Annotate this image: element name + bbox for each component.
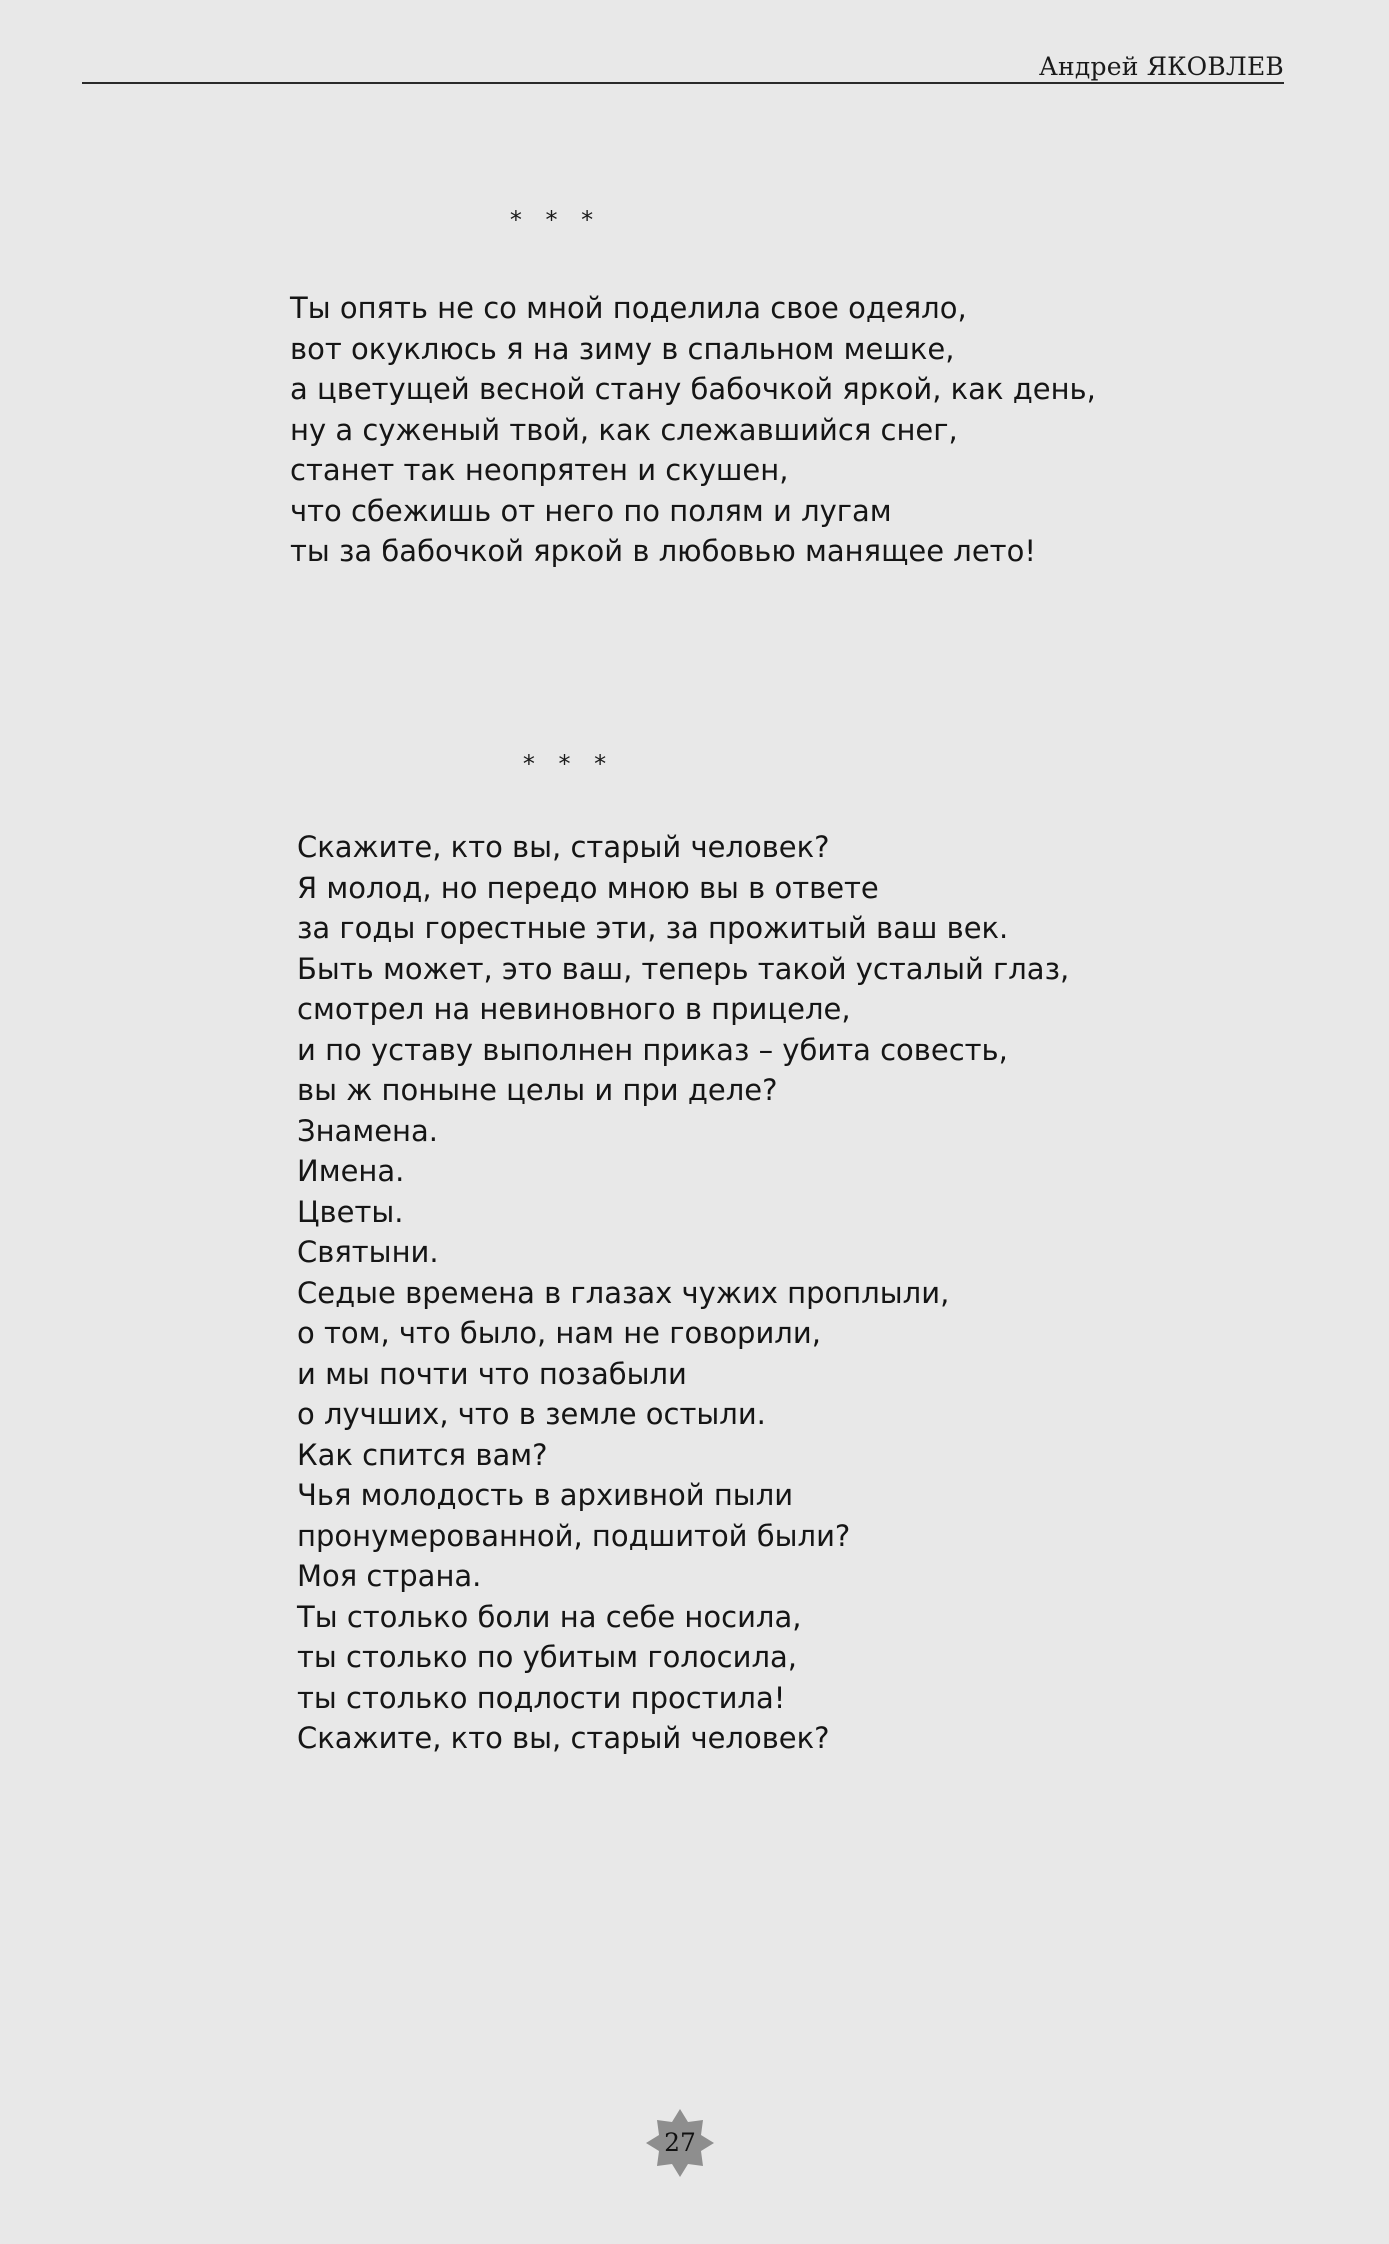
poem-line: ну а суженый твой, как слежавшийся снег, xyxy=(290,412,958,447)
poem-line: Моя страна. xyxy=(297,1559,482,1593)
poem-line: Скажите, кто вы, старый человек? xyxy=(297,1721,830,1755)
poem-line: о лучших, что в земле остыли. xyxy=(297,1397,766,1431)
poem-line: и мы почти что позабыли xyxy=(297,1356,687,1391)
poem-line: пронумерованной, подшитой были? xyxy=(297,1518,851,1553)
poem-second xyxy=(297,827,1069,1759)
poem-first xyxy=(290,288,1096,572)
poem-line: вот окуклюсь я на зиму в спальном мешке, xyxy=(290,331,955,366)
poem-line: вы ж поныне целы и при деле? xyxy=(297,1073,778,1107)
poem-line: за годы горестные эти, за прожитый ваш век. xyxy=(297,911,1009,945)
poem-line: Седые времена в глазах чужих проплыли, xyxy=(297,1275,950,1310)
header-rule xyxy=(82,82,1284,84)
poem-line: Цветы. xyxy=(297,1194,404,1229)
poem-line: о том, что было, нам не говорили, xyxy=(297,1316,821,1350)
poem-line: Святыни. xyxy=(297,1235,439,1269)
poem-line: Скажите, кто вы, старый человек? xyxy=(297,830,830,864)
running-header-author: Андрей ЯКОВЛЕВ xyxy=(1038,52,1284,81)
poem-line: смотрел на невиновного в прицеле, xyxy=(297,992,851,1026)
poem-line: Ты опять не со мной поделила свое одеяло, xyxy=(290,291,967,325)
poem-line: Я молод, но передо мною вы в ответе xyxy=(297,870,879,905)
poem-line: Знамена. xyxy=(297,1113,438,1148)
page-number-badge xyxy=(645,2108,715,2178)
poem-line: что сбежишь от него по полям и лугам xyxy=(290,493,892,528)
poem-line: и по уставу выполнен приказ – убита совесть, xyxy=(297,1032,1008,1067)
poem-line: станет так неопрятен и скушен, xyxy=(290,453,789,487)
poem-line: ты столько подлости простила! xyxy=(297,1680,786,1715)
poem-line: а цветущей весной стану бабочкой яркой, как день, xyxy=(290,372,1096,406)
section-separator: * * * xyxy=(522,750,615,778)
poem-line: Чья молодость в архивной пыли xyxy=(297,1478,794,1512)
poem-line: ты столько по убитым голосила, xyxy=(297,1640,797,1674)
poem-line: ты за бабочкой яркой в любовью манящее лето! xyxy=(290,534,1036,568)
poem-line: Как спится вам? xyxy=(297,1437,548,1472)
page-number: 27 xyxy=(664,2128,696,2157)
poem-line: Быть может, это ваш, теперь такой усталый глаз, xyxy=(297,951,1070,986)
section-separator: * * * xyxy=(509,206,602,234)
poem-line: Имена. xyxy=(297,1154,405,1188)
poem-line: Ты столько боли на себе носила, xyxy=(297,1599,802,1634)
